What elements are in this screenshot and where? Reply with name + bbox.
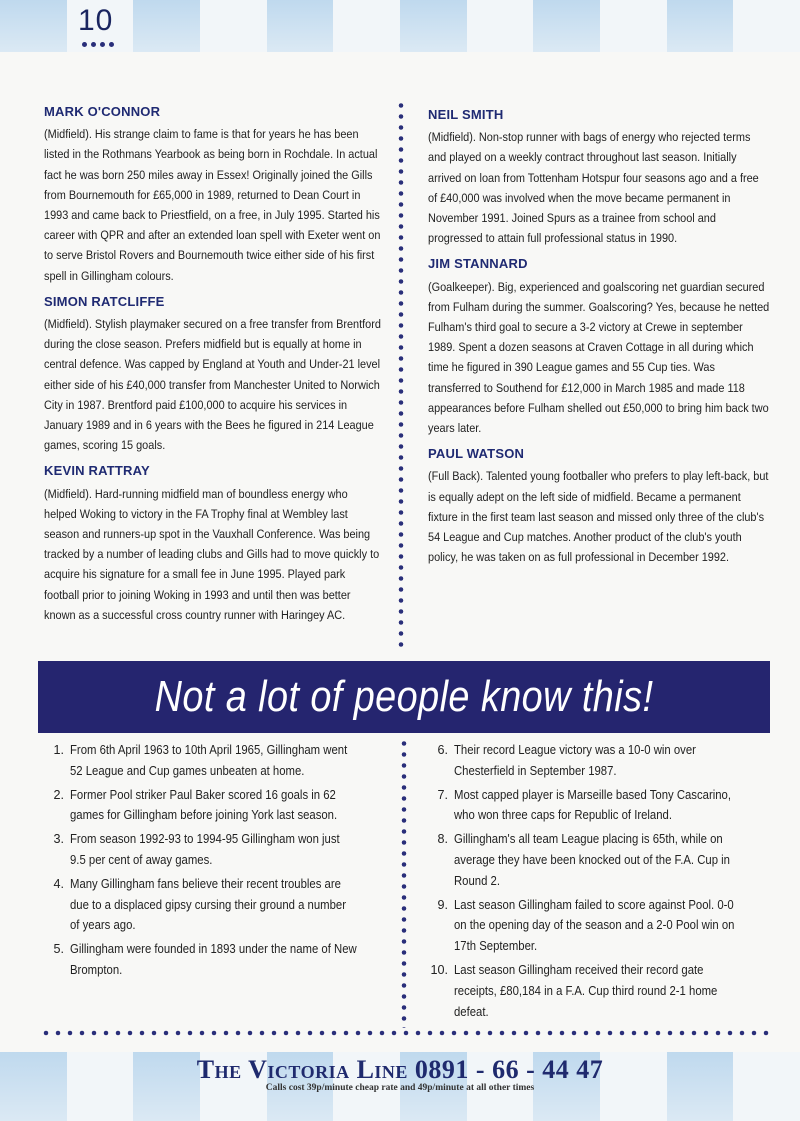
column-divider bbox=[398, 100, 404, 648]
fact-number: 9. bbox=[437, 897, 448, 912]
facts-list-right bbox=[420, 740, 770, 1025]
fact-text: Their record League victory was a 10-0 win over Chesterfield in September 1987. bbox=[454, 743, 696, 778]
fact-item bbox=[420, 829, 770, 891]
fact-number: 2. bbox=[53, 787, 64, 802]
player-name: JIM STANNARD bbox=[428, 256, 528, 272]
player-description: (Midfield). Non-stop runner with bags of energy who rejected terms and played on a weekly contract throughout last season. Initially arrived on loan from Tottenham Hotspur four seasons ago and a free of £40,000 was involved when the move became permanent in November 1991. Joined Spurs as a trainee from school and progressed to attain full professional status in 1990. bbox=[428, 130, 759, 246]
fact-text: From 6th April 1963 to 10th April 1965, Gillingham went 52 League and Cup games unbeaten at home. bbox=[70, 743, 348, 778]
fact-number: 3. bbox=[53, 832, 64, 847]
fact-number: 4. bbox=[53, 876, 64, 891]
fact-item bbox=[420, 895, 770, 957]
fact-item bbox=[40, 829, 390, 871]
fact-number: 5. bbox=[53, 942, 64, 957]
fact-item bbox=[40, 874, 390, 936]
fact-number: 6. bbox=[437, 743, 448, 757]
player-profile bbox=[44, 102, 384, 286]
players-right-column bbox=[428, 105, 772, 573]
hotline-number: The Victoria Line 0891 - 66 - 44 47 bbox=[196, 1055, 604, 1084]
player-profile bbox=[44, 292, 384, 456]
facts-banner bbox=[38, 661, 770, 733]
fact-text: Most capped player is Marseille based Tony Cascarino, who won three caps for Republic of Ireland. bbox=[454, 787, 731, 823]
page-number: 10 bbox=[78, 4, 114, 37]
facts-list-left bbox=[40, 740, 390, 984]
call-cost-note: Calls cost 39p/minute cheap rate and 49p/minute at all other times bbox=[265, 1083, 535, 1093]
player-name: NEIL SMITH bbox=[428, 107, 504, 122]
fact-item bbox=[420, 785, 770, 827]
fact-text: Last season Gillingham received their record gate receipts, £80,184 in a F.A. Cup third round 2-1 home defeat. bbox=[454, 962, 718, 1019]
fact-number: 1. bbox=[53, 743, 64, 757]
fact-text: Gillingham's all team League placing is 65th, while on average they have been knocked out of the F.A. Cup in Round 2. bbox=[454, 832, 730, 888]
player-name: KEVIN RATTRAY bbox=[44, 463, 150, 479]
decorative-band-top bbox=[0, 0, 800, 52]
fact-item bbox=[420, 740, 770, 782]
fact-text: From season 1992-93 to 1994-95 Gillingham won just 9.5 per cent of away games. bbox=[70, 832, 340, 867]
player-profile bbox=[44, 461, 384, 625]
fact-text: Many Gillingham fans believe their recent troubles are due to a displaced gipsy cursing their ground a number of years ago. bbox=[70, 876, 346, 933]
footer-divider bbox=[40, 1030, 772, 1036]
footer bbox=[0, 1055, 800, 1093]
player-description: (Full Back). Talented young footballer who prefers to play left-back, but is equally adept on the left side of midfield. Became a permanent fixture in the first team last season and missed only three of the club's 54 League and Cup matches. Another product of the club's youth policy, he was taken on as full professional in December 1992. bbox=[428, 469, 769, 565]
player-name: SIMON RATCLIFFE bbox=[44, 293, 165, 309]
page-number-dots bbox=[82, 42, 114, 47]
player-description: (Midfield). Hard-running midfield man of boundless energy who helped Woking to victory in the FA Trophy final at Wembley last season and runners-up spot in the Vauxhall Conference. Was being tracked by a number of leading clubs and Gills had to move quickly to acquire his signature for a small fee in June 1995. Played park football prior to joining Woking in 1993 and until then was better known as a successful cross country runner with Haringey AC. bbox=[44, 486, 380, 622]
fact-item bbox=[420, 960, 770, 1022]
player-profile bbox=[428, 105, 772, 248]
fact-text: Gillingham were founded in 1893 under the name of New Brompton. bbox=[70, 942, 357, 977]
facts-divider bbox=[401, 738, 407, 1028]
fact-text: Former Pool striker Paul Baker scored 16 goals in 62 games for Gillingham before joining York last season. bbox=[70, 787, 338, 823]
player-description: (Midfield). His strange claim to fame is that for years he has been listed in the Rothmans Yearbook as being born in Rochdale. In actual fact he was born 250 miles away in Essex! Originally joined the Gills from Bournemouth for £65,000 in 1989, returned to Dean Court in 1993 and came back to Priestfield, on a free, in July 1995. Started his career with QPR and after an extended loan spell with Exeter went on to serve Bristol Rovers and Bournemouth twice either side of his first spell in Gillingham colours. bbox=[44, 127, 381, 283]
fact-text: Last season Gillingham failed to score against Pool. 0-0 on the opening day of the season and a 2-0 Pool win on 17th September. bbox=[454, 897, 735, 954]
player-description: (Midfield). Stylish playmaker secured on a free transfer from Brentford during the close season. Prefers midfield but is equally at home in central defence. Was capped by England at Youth and Under-21 level either side of his £40,000 transfer from Manchester United to Norwich City in 1987. Brentford paid £100,000 to acquire his services in January 1989 and in 6 years with the Bees he figured in 214 League games, scoring 15 goals. bbox=[44, 317, 381, 453]
player-description: (Goalkeeper). Big, experienced and goalscoring net guardian secured from Fulham during the summer. Goalscoring? Yes, because he netted Fulham's third goal to secure a 3-2 victory at Crewe in september 1989. Spent a dozen seasons at Craven Cottage in all during which time he figured in 390 League games and 55 Cup ties. Was transferred to Southend for £12,000 in March 1985 and made 118 appearances before Fulham shelled out £50,000 to bring him back two years later. bbox=[428, 279, 770, 436]
player-name: PAUL WATSON bbox=[428, 446, 525, 462]
player-profile bbox=[428, 444, 772, 567]
players-left-column bbox=[44, 102, 384, 631]
player-profile bbox=[428, 254, 772, 438]
player-name: MARK O'CONNOR bbox=[44, 104, 161, 119]
fact-item bbox=[40, 740, 390, 782]
fact-number: 8. bbox=[437, 832, 448, 847]
fact-number: 7. bbox=[437, 787, 448, 802]
fact-item bbox=[40, 785, 390, 827]
banner-title: Not a lot of people know this! bbox=[154, 672, 654, 721]
fact-number: 10. bbox=[430, 962, 448, 977]
fact-item bbox=[40, 939, 390, 981]
